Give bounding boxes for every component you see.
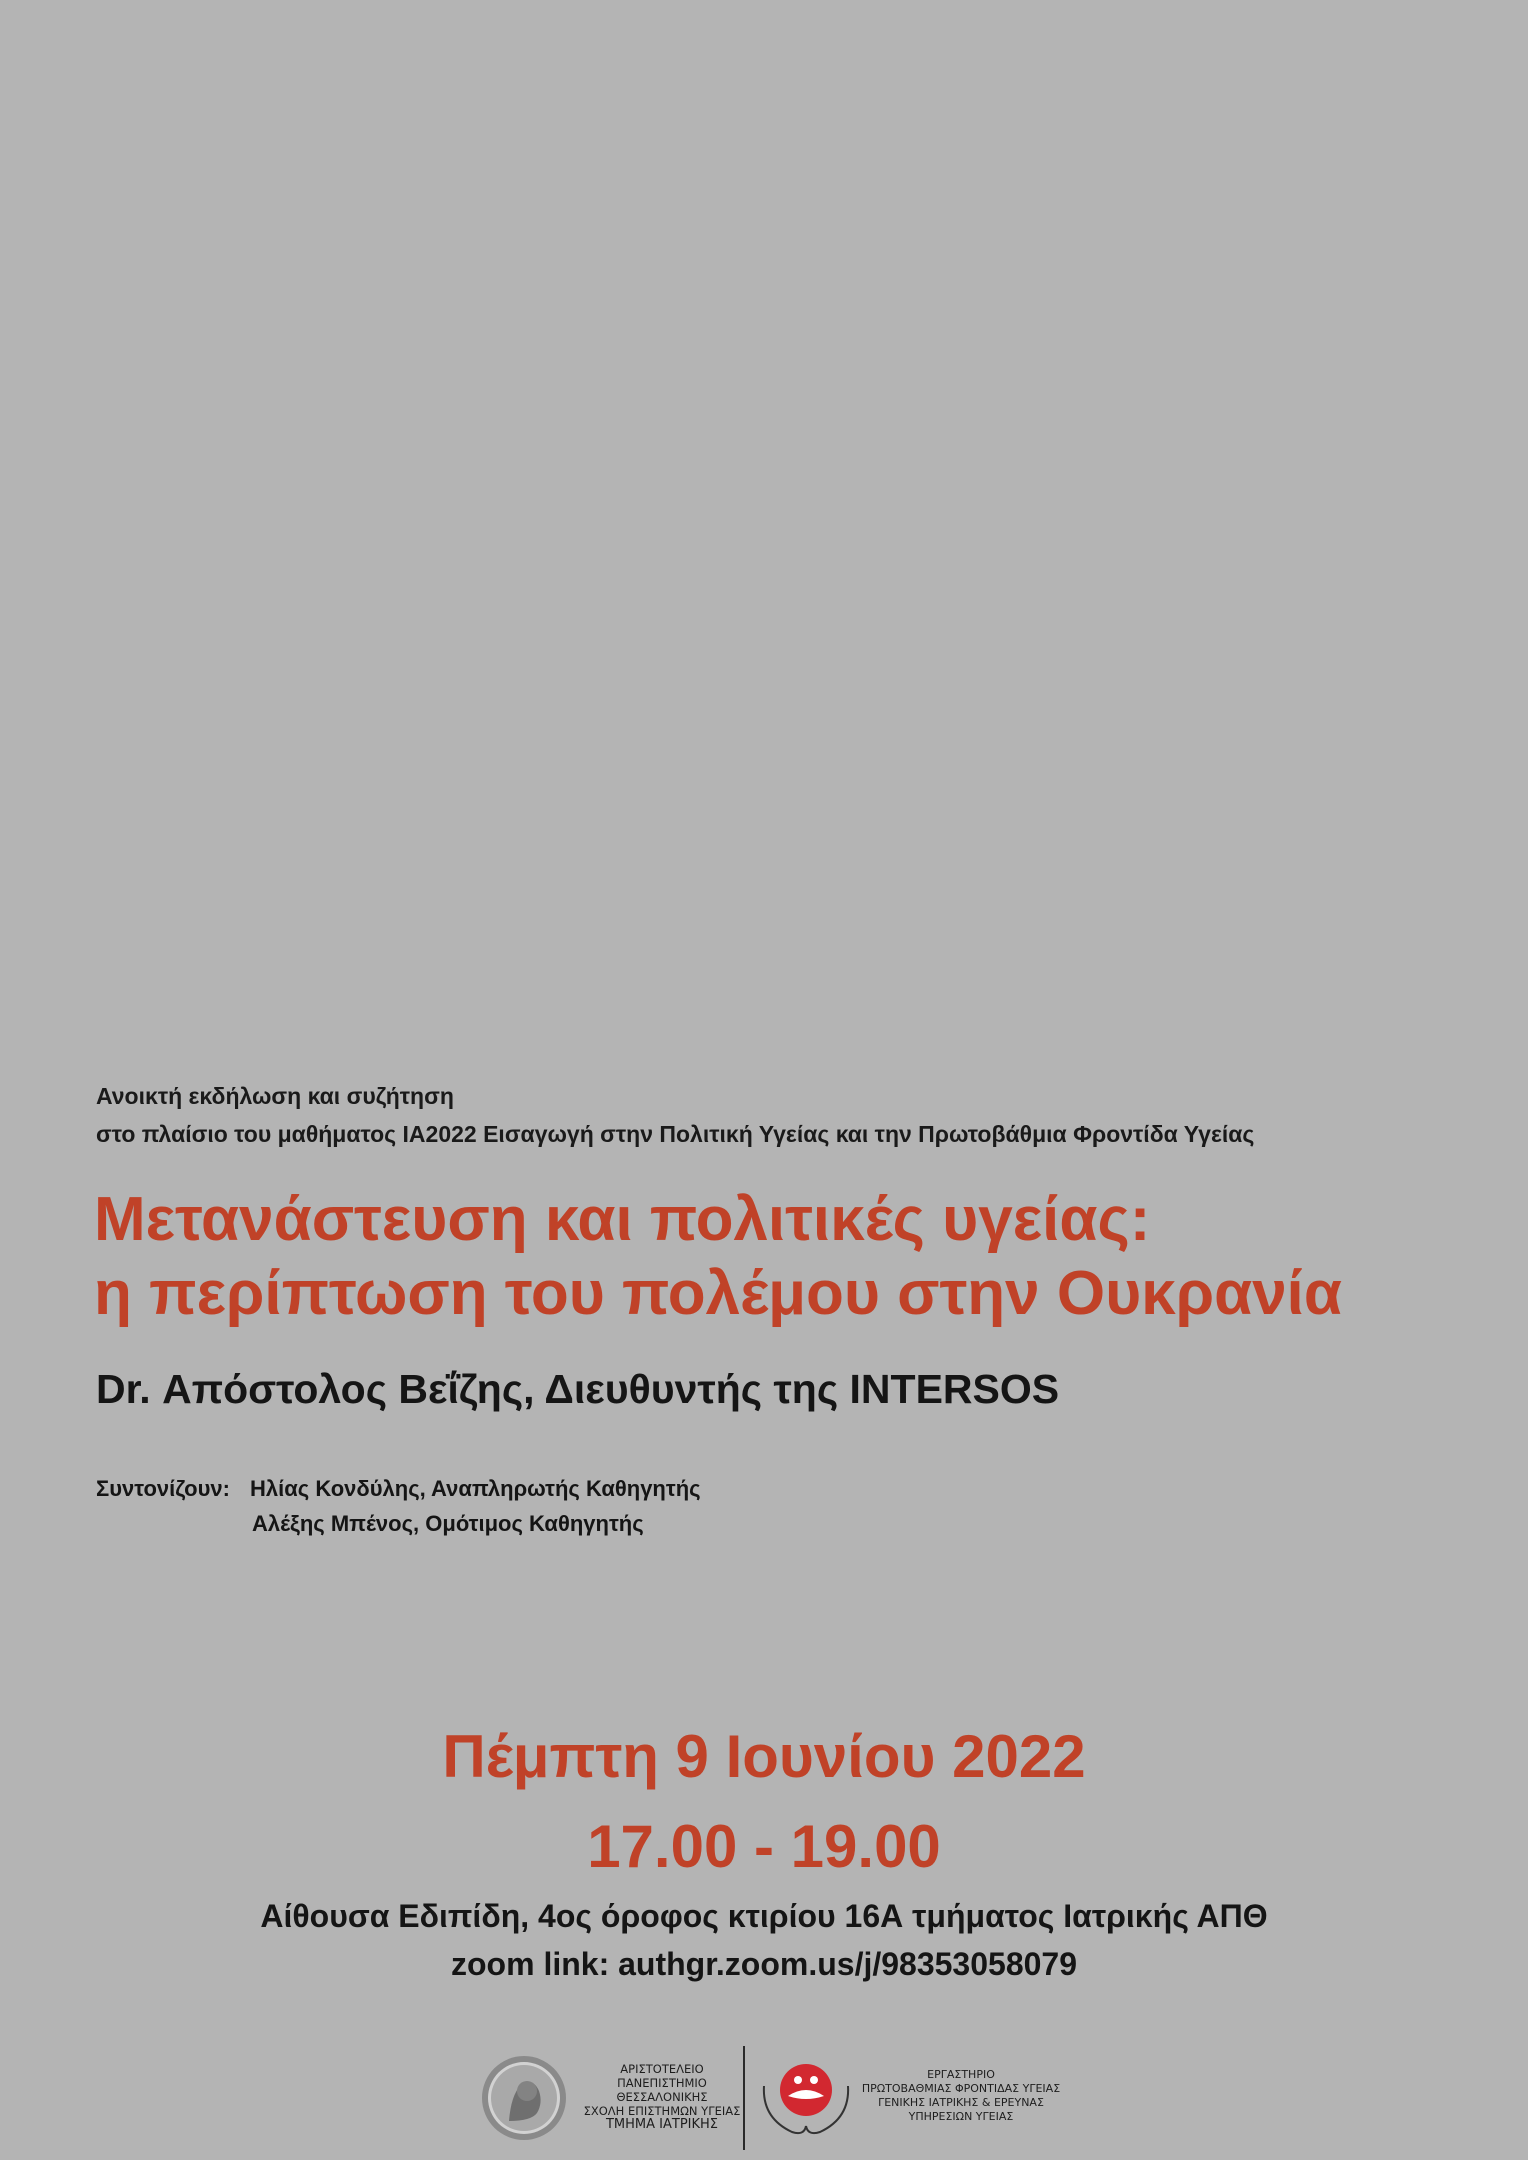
aristotle-seal-icon: [481, 2055, 567, 2141]
university-name: [582, 2062, 742, 2132]
event-time: 17.00 - 19.00: [587, 1813, 941, 1880]
university-line-2: ΠΑΝΕΠΙΣΤΗΜΙΟ: [617, 2076, 707, 2090]
footer-divider: [743, 2046, 745, 2150]
family-hands-logo-icon: [758, 2056, 854, 2140]
lab-line-2: ΠΡΩΤΟΒΑΘΜΙΑΣ ΦΡΟΝΤΙΔΑΣ ΥΓΕΙΑΣ: [861, 2082, 1061, 2095]
title-line-1: Μετανάστευση και πολιτικές υγείας:: [94, 1185, 1151, 1254]
photo-collage: [0, 0, 1528, 1040]
intro-line-1: Ανοικτή εκδήλωση και συζήτηση: [96, 1083, 454, 1109]
university-line-1: ΑΡΙΣΤΟΤΕΛΕΙΟ: [620, 2062, 704, 2076]
zoom-link[interactable]: zoom link: authgr.zoom.us/j/98353058079: [451, 1946, 1077, 1982]
university-line-3: ΘΕΣΣΑΛΟΝΙΚΗΣ: [616, 2090, 708, 2104]
strip-image-layer: [0, 0, 1528, 1040]
event-venue: Αίθουσα Εδιπίδη, 4ος όροφος κτιρίου 16Α τμήματος Ιατρικής ΑΠΘ: [260, 1898, 1268, 1934]
lab-name: [856, 2068, 1066, 2124]
title-line-2: η περίπτωση του πολέμου στην Ουκρανία: [94, 1259, 1343, 1328]
university-line-4: ΣΧΟΛΗ ΕΠΙΣΤΗΜΩΝ ΥΓΕΙΑΣ: [583, 2104, 741, 2118]
moderators-label: Συντονίζουν:: [96, 1476, 230, 1501]
intro-line-2: στο πλαίσιο του μαθήματος ΙΑ2022 Εισαγωγή στην Πολιτική Υγείας και την Πρωτοβάθμια Φροντίδα Υγείας: [96, 1121, 1255, 1147]
moderator-second: Αλέξης Μπένος, Ομότιμος Καθηγητής: [252, 1511, 644, 1536]
moderator-first: Ηλίας Κονδύλης, Αναπληρωτής Καθηγητής: [250, 1476, 701, 1501]
university-line-5: ΤΜΗΜΑ ΙΑΤΡΙΚΗΣ: [605, 2117, 719, 2132]
event-date: Πέμπτη 9 Ιουνίου 2022: [442, 1723, 1086, 1790]
lab-line-4: ΥΠΗΡΕΣΙΩΝ ΥΓΕΙΑΣ: [908, 2110, 1014, 2123]
lab-line-1: ΕΡΓΑΣΤΗΡΙΟ: [927, 2068, 995, 2081]
speaker-name: Dr. Απόστολος Βεΐζης, Διευθυντής της INTERSOS: [96, 1366, 1060, 1412]
lab-line-3: ΓΕΝΙΚΗΣ ΙΑΤΡΙΚΗΣ & ΕΡΕΥΝΑΣ: [878, 2096, 1044, 2109]
